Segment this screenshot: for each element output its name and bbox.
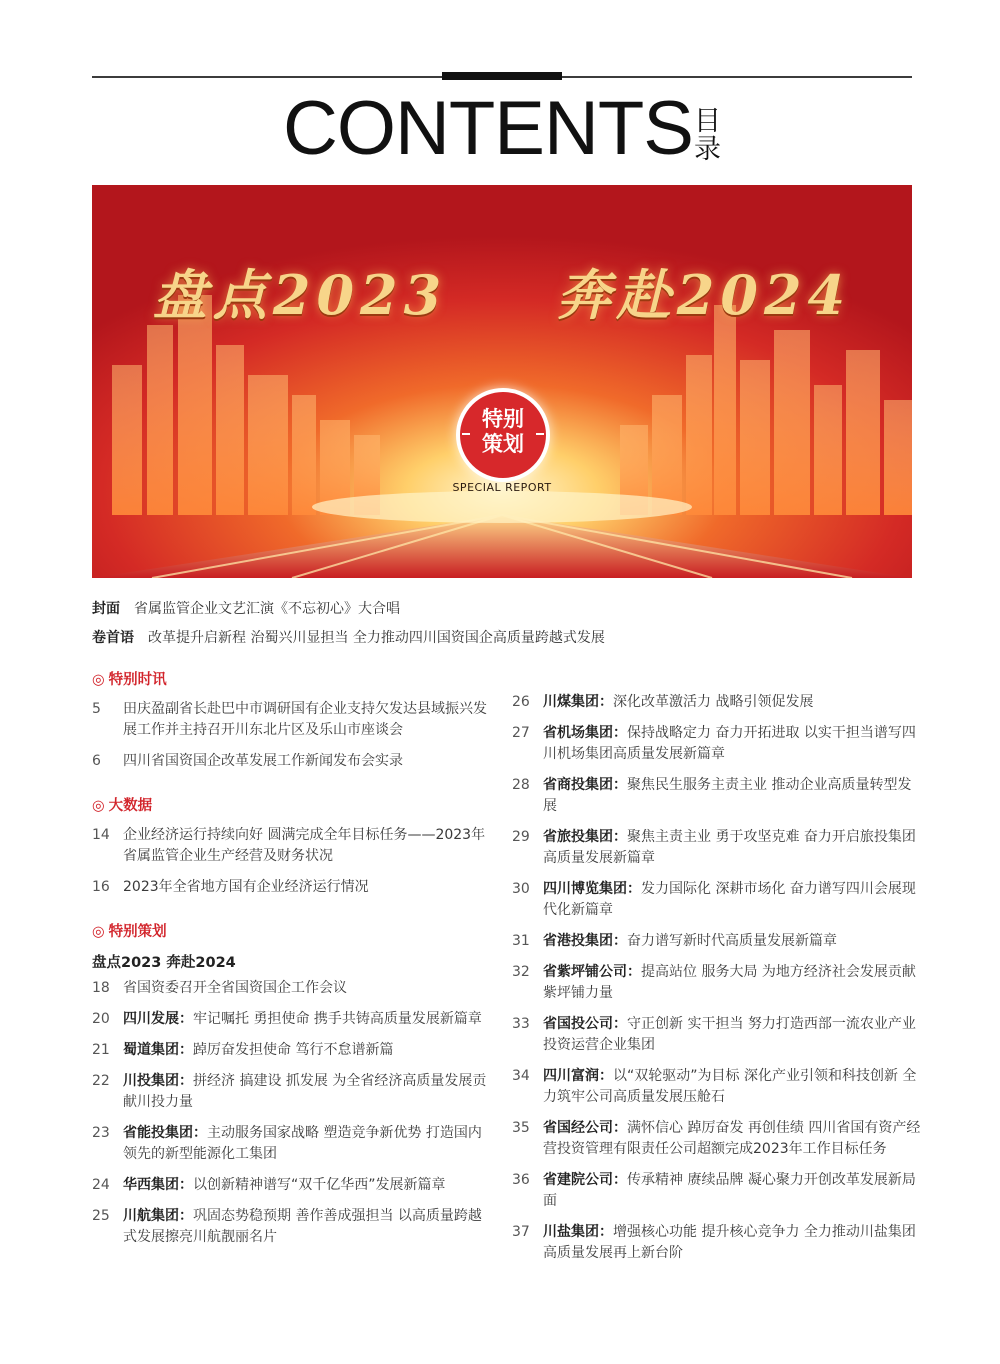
banner-title	[92, 253, 912, 330]
entry-company: 四川博览集团：	[543, 881, 641, 897]
entry-text	[123, 1071, 492, 1113]
entry-text	[123, 1206, 492, 1248]
toc-entry[interactable]	[512, 931, 922, 952]
toc-entry[interactable]	[512, 723, 922, 765]
entry-text	[123, 877, 492, 898]
entry-title: 以“双轮驱动”为目标 深化产业引领和科技创新 全力筑牢公司高质量发展压舱石	[543, 1068, 917, 1105]
entry-company: 省国投公司：	[543, 1016, 627, 1032]
entry-title: 增强核心功能 提升核心竞争力 全力推动川盐集团高质量发展再上新台阶	[543, 1224, 916, 1261]
toc-entry[interactable]	[92, 1071, 492, 1113]
toc-entry[interactable]	[512, 962, 922, 1004]
toc-entry[interactable]	[512, 775, 922, 817]
cover-text: 省属监管企业文艺汇演《不忘初心》大合唱	[134, 601, 400, 617]
toc-entry[interactable]	[92, 978, 492, 999]
special-list	[92, 978, 492, 1248]
entry-title: 省国资委召开全省国资国企工作会议	[123, 980, 347, 996]
preface-line	[92, 627, 605, 647]
section-ring-icon: ◎	[92, 924, 105, 940]
page-number: 37	[512, 1224, 530, 1240]
page-number: 35	[512, 1120, 530, 1136]
entry-text	[123, 699, 492, 741]
entry-title: 巩固态势稳预期 善作善成强担当 以高质量跨越式发展擦亮川航靓丽名片	[123, 1208, 482, 1245]
entry-company: 省紫坪铺公司：	[543, 964, 641, 980]
page-number: 28	[512, 777, 530, 793]
section-ring-icon: ◎	[92, 798, 105, 814]
entry-text	[123, 1175, 492, 1196]
page-number: 16	[92, 879, 110, 895]
page-number: 25	[92, 1208, 110, 1224]
entry-company: 省商投集团：	[543, 777, 627, 793]
entry-company: 省港投集团：	[543, 933, 627, 949]
entry-title: 拼经济 搞建设 抓发展 为全省经济高质量发展贡献川投力量	[123, 1073, 487, 1110]
entry-title: 田庆盈副省长赴巴中市调研国有企业支持欠发达县域振兴发展工作并主持召开川东北片区及乐山市座谈会	[123, 701, 487, 738]
entry-title: 主动服务国家战略 塑造竞争新优势 打造国内领先的新型能源化工集团	[123, 1125, 482, 1162]
badge-dash-right	[536, 433, 544, 435]
entry-title: 四川省国资国企改革发展工作新闻发布会实录	[123, 753, 403, 769]
entry-text	[123, 751, 492, 772]
page-title: CONTENTS	[283, 86, 693, 171]
entry-text	[543, 931, 922, 952]
data-list	[92, 825, 492, 898]
special-report-caption: SPECIAL REPORT	[452, 481, 552, 494]
toc-entry[interactable]	[92, 751, 492, 772]
page-number: 33	[512, 1016, 530, 1032]
entry-title: 提高站位 服务大局 为地方经济社会发展贡献紫坪铺力量	[543, 964, 916, 1001]
toc-entry[interactable]	[92, 1175, 492, 1196]
section-heading-news: ◎ 特别时讯	[92, 672, 167, 688]
cover-label: 封面	[92, 601, 120, 617]
page-number: 29	[512, 829, 530, 845]
city-skyline-illustration	[92, 185, 912, 578]
special-report-badge	[456, 388, 550, 482]
entry-text	[543, 723, 922, 765]
entry-company: 川航集团：	[123, 1208, 193, 1224]
toc-right-column	[512, 692, 922, 1274]
cover-banner	[92, 185, 912, 578]
entry-title: 奋力谱写新时代高质量发展新篇章	[627, 933, 837, 949]
entry-text	[543, 1066, 922, 1108]
entry-title: 满怀信心 踔厉奋发 再创佳绩 四川省国有资产经营投资管理有限责任公司超额完成2023年工作目标任务	[543, 1120, 921, 1157]
entry-title: 牢记嘱托 勇担使命 携手共铸高质量发展新篇章	[193, 1011, 482, 1027]
toc-entry[interactable]	[512, 1222, 922, 1264]
toc-entry[interactable]	[512, 1014, 922, 1056]
entry-title: 企业经济运行持续向好 圆满完成全年目标任务——2023年省属监管企业生产经营及财务状况	[123, 827, 486, 864]
preface-label: 卷首语	[92, 630, 134, 646]
entry-company: 川盐集团：	[543, 1224, 613, 1240]
news-list	[92, 699, 492, 772]
toc-entry[interactable]	[92, 699, 492, 741]
entry-title: 深化改革激活力 战略引领促发展	[613, 694, 814, 710]
page-number: 5	[92, 701, 101, 717]
page-number: 34	[512, 1068, 530, 1084]
entry-text	[543, 1014, 922, 1056]
toc-entry[interactable]	[92, 825, 492, 867]
entry-title: 发力国际化 深耕市场化 奋力谱写四川会展现代化新篇章	[543, 881, 916, 918]
entry-text	[543, 692, 922, 713]
toc-entry[interactable]	[92, 1123, 492, 1165]
entry-text	[123, 1009, 492, 1030]
entry-company: 四川富润：	[543, 1068, 613, 1084]
page-number: 30	[512, 881, 530, 897]
entry-text	[123, 1040, 492, 1061]
page-number: 21	[92, 1042, 110, 1058]
page-number: 36	[512, 1172, 530, 1188]
toc-entry[interactable]	[512, 827, 922, 869]
entry-company: 省建院公司：	[543, 1172, 627, 1188]
entry-text	[543, 1222, 922, 1264]
entry-text	[123, 978, 492, 999]
entry-title: 2023年全省地方国有企业经济运行情况	[123, 879, 369, 895]
entry-title: 聚焦民生服务主责主业 推动企业高质量转型发展	[543, 777, 912, 814]
section-ring-icon: ◎	[92, 672, 105, 688]
toc-left-column	[92, 668, 492, 1258]
page-number: 6	[92, 753, 101, 769]
entry-company: 四川发展：	[123, 1011, 193, 1027]
entry-title: 聚焦主责主业 勇于攻坚克难 奋力开启旅投集团高质量发展新篇章	[543, 829, 916, 866]
entry-text	[123, 1123, 492, 1165]
entry-company: 省旅投集团：	[543, 829, 627, 845]
page-number: 14	[92, 827, 110, 843]
entry-company: 省国经公司：	[543, 1120, 627, 1136]
entry-title: 以创新精神谱写“双千亿华西”发展新篇章	[193, 1177, 446, 1193]
entry-company: 川投集团：	[123, 1073, 193, 1089]
entry-text	[543, 1118, 922, 1160]
badge-line-2: 策划	[482, 432, 524, 456]
banner-title-right: 奔赴2024	[556, 263, 852, 327]
header-tab-marker	[442, 72, 562, 80]
page-number: 22	[92, 1073, 110, 1089]
page-title-cn: 目录	[694, 106, 721, 165]
entry-company: 省能投集团：	[123, 1125, 207, 1141]
entry-title: 传承精神 赓续品牌 凝心聚力开创改革发展新局面	[543, 1172, 916, 1209]
page-number: 24	[92, 1177, 110, 1193]
toc-entry[interactable]	[92, 1206, 492, 1248]
page-number: 32	[512, 964, 530, 980]
entry-company: 省机场集团：	[543, 725, 627, 741]
toc-entry[interactable]	[512, 879, 922, 921]
cover-line	[92, 598, 400, 618]
entry-text	[543, 879, 922, 921]
toc-entry[interactable]	[512, 692, 922, 713]
page-number: 27	[512, 725, 530, 741]
toc-entry[interactable]	[92, 1009, 492, 1030]
right-list	[512, 692, 922, 1264]
preface-text: 改革提升启新程 治蜀兴川显担当 全力推动四川国资国企高质量跨越式发展	[148, 630, 605, 646]
toc-entry[interactable]	[512, 1066, 922, 1108]
badge-dash-left	[462, 433, 470, 435]
page-number: 23	[92, 1125, 110, 1141]
entry-title: 保持战略定力 奋力开拓进取 以实干担当谱写四川机场集团高质量发展新篇章	[543, 725, 916, 762]
section-heading-data: ◎ 大数据	[92, 798, 153, 814]
section-heading-special: ◎ 特别策划	[92, 924, 167, 940]
page-number: 20	[92, 1011, 110, 1027]
entry-title: 踔厉奋发担使命 笃行不怠谱新篇	[193, 1042, 394, 1058]
entry-text	[543, 827, 922, 869]
entry-text	[123, 825, 492, 867]
entry-company: 华西集团：	[123, 1177, 193, 1193]
badge-line-1: 特别	[482, 407, 524, 431]
special-subtitle: 盘点2023 奔赴2024	[92, 955, 236, 971]
page-number: 26	[512, 694, 530, 710]
entry-text	[543, 775, 922, 817]
toc-entry[interactable]	[512, 1170, 922, 1212]
entry-company: 川煤集团：	[543, 694, 613, 710]
entry-text	[543, 962, 922, 1004]
page-number: 31	[512, 933, 530, 949]
page-number: 18	[92, 980, 110, 996]
entry-title: 守正创新 实干担当 努力打造西部一流农业产业投资运营企业集团	[543, 1016, 916, 1053]
entry-company: 蜀道集团：	[123, 1042, 193, 1058]
entry-text	[543, 1170, 922, 1212]
banner-title-left: 盘点2023	[152, 263, 448, 327]
toc-entry[interactable]	[512, 1118, 922, 1160]
toc-entry[interactable]	[92, 877, 492, 898]
toc-entry[interactable]	[92, 1040, 492, 1061]
